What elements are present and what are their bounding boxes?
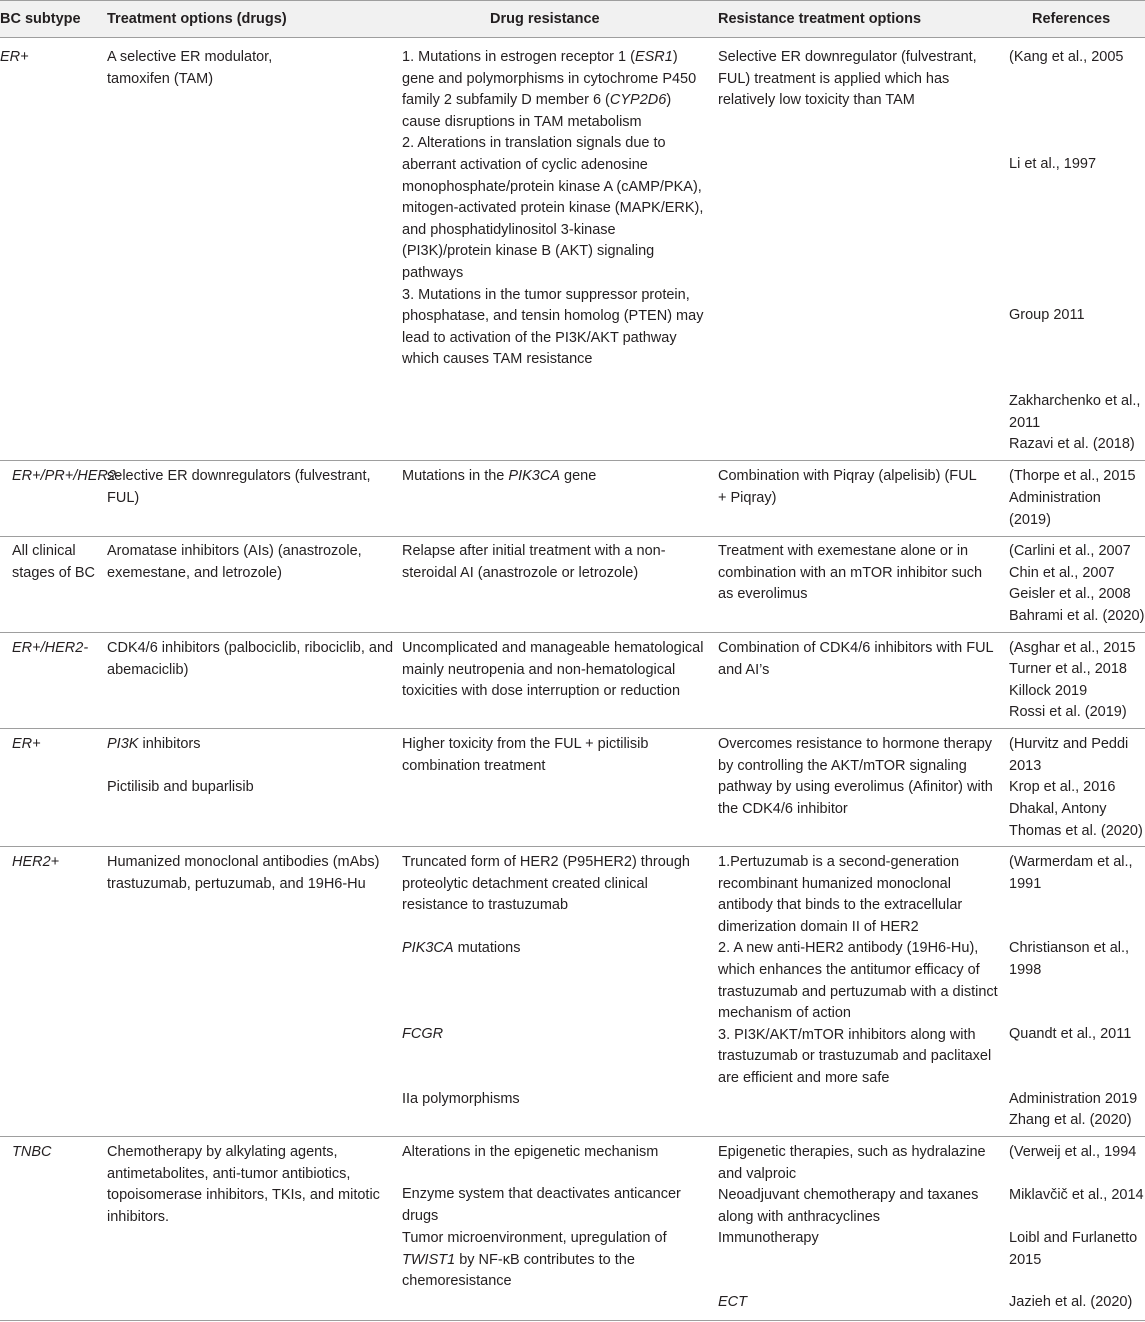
row1-ref1: (Kang et al., 2005 [1009,49,1124,65]
row1-resistance-item3: 3. Mutations in the tumor suppressor protein, phosphatase, and tensin homolog (PTEN) may lead to activation of the PI3K/AKT pathway which causes TAM resistance [402,286,704,368]
row1-ref4: Zakharchenko et al., 2011 [1009,393,1141,431]
row3-ref2: Chin et al., 2007 [1009,565,1115,581]
row5-ref3: Dhakal, Antony Thomas et al. (2020) [1009,801,1143,839]
row4-ref2: Turner et al., 2018 [1009,661,1127,677]
row6-ref5: Zhang et al. (2020) [1009,1112,1132,1128]
row4-treatment: CDK4/6 inhibitors (palbociclib, ribociclib, and abemaciclib) [107,640,394,678]
row6-ref1: (Warmerdam et al., 1991 [1009,854,1133,892]
row2-ref1: (Thorpe et al., 2015 [1009,468,1136,484]
header-resistance-treatment: Resistance treatment options [718,11,922,27]
header-references: References [1032,11,1111,27]
row6-subtype: HER2+ [12,854,60,870]
row6-resistance-2: PIK3CA mutations [402,940,521,956]
row1-resistance-treatment: Selective ER downregulator (fulvestrant, FUL) treatment is applied which has relatively low toxicity than TAM [718,49,977,109]
row-divider [0,460,1145,461]
row-divider [0,632,1145,633]
row1-resistance-item1: 1. Mutations in estrogen receptor 1 (ESR1) gene and polymorphisms in cytochrome P450 family 2 subfamily D member 6 (CYP2D6) cause disruptions in TAM metabolism [402,49,697,130]
table-header [0,0,1145,38]
row1-resistance-item2: 2. Alterations in translation signals due to aberrant activation of cyclic adenosine monophosphate/protein kinase A (cAMP/PKA), mitogen-activated protein kinase (MAPK/ERK), and phosphatidylinositol 3-kinase (PI3K)/protein kinase B (AKT) signaling pathways [402,135,704,281]
row5-treatment-1: PI3K inhibitors [107,736,201,752]
row-divider [0,536,1145,537]
row7-ref1: (Verweij et al., 1994 [1009,1144,1137,1160]
row3-treatment: Aromatase inhibitors (AIs) (anastrozole, exemestane, and letrozole) [107,543,362,581]
row2-ref2: Administration (2019) [1009,490,1101,528]
row-divider [0,846,1145,847]
row4-resistance-treatment: Combination of CDK4/6 inhibitors with FUL and AI’s [718,640,994,678]
row5-subtype: ER+ [12,736,41,752]
row6-ref3: Quandt et al., 2011 [1009,1026,1132,1042]
row1-ref5: Razavi et al. (2018) [1009,436,1135,452]
row3-ref1: (Carlini et al., 2007 [1009,543,1131,559]
row5-treatment-2: Pictilisib and buparlisib [107,779,254,795]
row3-ref3: Geisler et al., 2008 [1009,586,1131,602]
row-divider [0,1136,1145,1137]
row4-ref3: Killock 2019 [1009,683,1088,699]
row5-resistance-treatment: Overcomes resistance to hormone therapy by controlling the AKT/mTOR signaling pathway by using everolimus (Afinitor) with the CDK4/6 inhibitor [718,736,993,817]
row7-ref2: Miklavčič et al., 2014 [1009,1187,1144,1203]
row7-resistance-treatment-4: ECT [718,1294,747,1310]
row4-resistance: Uncomplicated and manageable hematological mainly neutropenia and non-hematological toxicities with dose interruption or reduction [402,640,704,700]
row5-ref2: Krop et al., 2016 [1009,779,1116,795]
row3-resistance-treatment: Treatment with exemestane alone or in combination with an mTOR inhibitor such as everolimus [718,543,983,603]
row2-resistance: Mutations in the PIK3CA gene [402,468,597,484]
row7-resistance-2: Enzyme system that deactivates anticancer drugs [402,1186,681,1224]
row4-subtype: ER+/HER2- [12,640,89,656]
row1-treatment: A selective ER modulator, tamoxifen (TAM) [107,49,273,87]
header-resistance: Drug resistance [490,11,600,27]
row1-subtype: ER+ [0,49,29,65]
row3-resistance: Relapse after initial treatment with a non-steroidal AI (anastrozole or letrozole) [402,543,666,581]
row6-resistance-treatment-item3: 3. PI3K/AKT/mTOR inhibitors along with trastuzumab or trastuzumab and paclitaxel are efficient and more safe [718,1026,992,1086]
row6-resistance-1: Truncated form of HER2 (P95HER2) through proteolytic detachment created clinical resistance to trastuzumab [402,854,690,914]
row7-resistance-treatment-2: Neoadjuvant chemotherapy and taxanes along with anthracyclines [718,1187,979,1225]
row1-ref3: Group 2011 [1009,307,1085,323]
row7-ref4: Jazieh et al. (2020) [1009,1294,1133,1310]
row5-resistance: Higher toxicity from the FUL + pictilisib combination treatment [402,736,649,774]
row4-ref4: Rossi et al. (2019) [1009,704,1127,720]
row3-subtype: All clinical stages of BC [12,543,96,581]
row2-subtype: ER+/PR+/HER2- [12,468,121,484]
row7-resistance-treatment-1: Epigenetic therapies, such as hydralazine and valproic [718,1144,986,1182]
row7-treatment: Chemotherapy by alkylating agents, antimetabolites, anti-tumor antibiotics, topoisomerase inhibitors, TKIs, and mitotic inhibitors. [107,1144,380,1225]
row7-subtype: TNBC [12,1144,52,1160]
row-divider [0,728,1145,729]
row3-ref4: Bahrami et al. (2020) [1009,608,1145,624]
row6-resistance-treatment-item1: 1.Pertuzumab is a second-generation recombinant humanized monoclonal antibody that binds to the extracellular dimerization domain II of HER2 [718,854,963,935]
row7-resistance-1: Alterations in the epigenetic mechanism [402,1144,659,1160]
row1-resistance [402,47,707,371]
row6-ref2: Christianson et al., 1998 [1009,940,1130,978]
row6-resistance-4: IIa polymorphisms [402,1091,520,1107]
row6-ref4: Administration 2019 [1009,1091,1138,1107]
header-treatment: Treatment options (drugs) [107,11,287,27]
row7-resistance-3: Tumor microenvironment, upregulation of TWIST1 by NF-κB contributes to the chemoresistance [402,1230,667,1290]
row5-ref1: (Hurvitz and Peddi 2013 [1009,736,1129,774]
row4-ref1: (Asghar et al., 2015 [1009,640,1136,656]
row7-ref3: Loibl and Furlanetto 2015 [1009,1230,1138,1268]
header-subtype: BC subtype [0,11,81,27]
row1-ref2: Li et al., 1997 [1009,156,1097,172]
table-bottom-rule [0,1320,1145,1321]
row6-resistance-treatment-item2: 2. A new anti-HER2 antibody (19H6-Hu), which enhances the antitumor efficacy of trastuzumab and pertuzumab with a distinct mechanism of action [718,940,998,1022]
row6-resistance-3: FCGR [402,1026,444,1042]
row6-treatment: Humanized monoclonal antibodies (mAbs) trastuzumab, pertuzumab, and 19H6-Hu [107,854,380,892]
row2-treatment: selective ER downregulators (fulvestrant, FUL) [107,468,371,506]
row2-resistance-treatment: Combination with Piqray (alpelisib) (FUL + Piqray) [718,468,977,506]
row7-resistance-treatment-3: Immunotherapy [718,1230,819,1246]
row6-resistance-treatment [718,852,998,1090]
